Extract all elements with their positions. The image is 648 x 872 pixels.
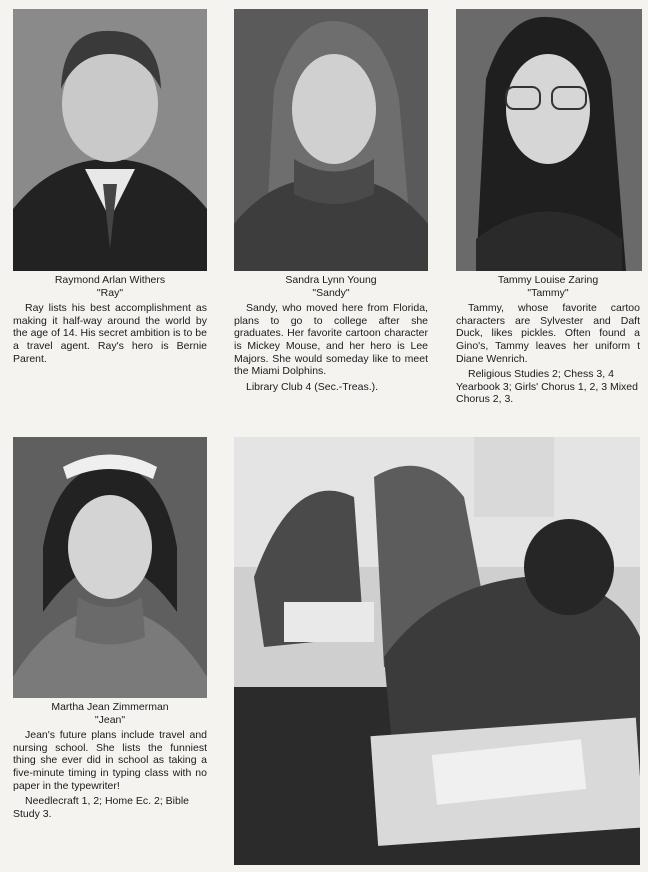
- caption-raymond: [13, 274, 207, 365]
- student-activities: Needlecraft 1, 2; Home Ec. 2; Bible Study 3.: [13, 795, 189, 820]
- student-bio: Ray lists his best accomplishment as making it half-way around the world by the age of 14. His secret ambition is to be a travel agent. Ray's hero is Bernie Parent.: [13, 302, 207, 365]
- student-bio: Jean's future plans include travel and nursing school. She lists the funniest thing she ever did in school as taking a five-minute timing in typing class with no paper in the typewriter!: [13, 729, 207, 792]
- student-name: Martha Jean Zimmerman: [51, 701, 169, 713]
- caption-martha: [13, 701, 207, 820]
- student-nickname: "Jean": [94, 713, 126, 726]
- student-bio: Sandy, who moved here from Florida, plans to go to college after she graduates. Her favorite cartoon character is Mickey Mouse, and her hero is Lee Majors. She would someday like to meet the Miami Dolphins.: [234, 302, 428, 378]
- student-bio: Tammy, whose favorite cartoo characters are Sylvester and Daft Duck, likes pickles. Often found a Gino's, Tammy leaves her uniform t Diane Wenrich.: [456, 302, 640, 365]
- student-activities: Religious Studies 2; Chess 3, 4 Yearbook 3; Girls' Chorus 1, 2, 3 Mixed Chorus 2, 3.: [456, 368, 638, 406]
- portrait-tammy-zaring: [456, 9, 642, 271]
- portrait-raymond-image: [13, 9, 207, 271]
- portrait-tammy-image: [456, 9, 642, 271]
- student-name: Tammy Louise Zaring: [497, 274, 599, 286]
- portrait-raymond-withers: [13, 9, 207, 271]
- classroom-candid-photo: [234, 437, 640, 865]
- student-activities: Library Club 4 (Sec.-Treas.).: [246, 380, 379, 393]
- caption-tammy: [456, 274, 640, 406]
- student-nickname: "Sandy": [312, 286, 350, 299]
- student-name: Raymond Arlan Withers: [54, 274, 166, 286]
- student-nickname: "Tammy": [527, 286, 569, 299]
- classroom-scene-image: [234, 437, 640, 865]
- portrait-martha-zimmerman: [13, 437, 207, 698]
- student-name: Sandra Lynn Young: [285, 274, 377, 286]
- caption-sandra: [234, 274, 428, 393]
- portrait-martha-image: [13, 437, 207, 698]
- student-nickname: "Ray": [96, 286, 124, 299]
- portrait-sandra-young: [234, 9, 428, 271]
- portrait-sandra-image: [234, 9, 428, 271]
